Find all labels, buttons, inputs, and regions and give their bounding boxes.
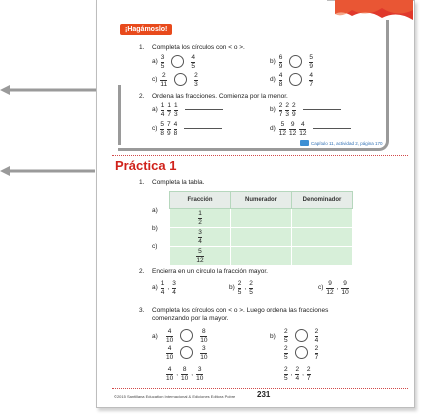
q1-item-a (152, 54, 195, 70)
fraction: $\frac{3}{10}$ (200, 345, 208, 361)
p-q3-a-row-1 (166, 328, 207, 344)
answer-circle[interactable] (180, 329, 193, 342)
numerator-cell[interactable] (231, 209, 292, 228)
fraction: $\frac{4}{8}$ (173, 121, 178, 137)
table-row (170, 228, 353, 247)
denominator-cell[interactable] (292, 228, 353, 247)
fraction: $\frac{2}{3}$ (194, 72, 198, 88)
fraction: $\frac{1}{2}$ (198, 210, 202, 226)
fraction: $\frac{4}{10}$ (166, 366, 174, 382)
q2-item-a (152, 102, 223, 118)
table-row (170, 209, 353, 228)
denominator-cell[interactable] (292, 247, 353, 266)
fraction: $\frac{2}{4}$ (295, 366, 300, 382)
fraction: $\frac{2}{11}$ (160, 72, 168, 88)
footer-divider (112, 388, 408, 389)
answer-circle[interactable] (171, 55, 184, 68)
fraction: $\frac{2}{5}$ (284, 345, 288, 361)
numerator-cell[interactable] (231, 247, 292, 266)
item-letter: c) (152, 125, 158, 133)
answer-line[interactable] (313, 128, 351, 129)
p-q2-item-b: b) $\frac{2}{5}$ , $\frac{2}{5}$ (229, 280, 253, 296)
q1-number: 1. (139, 44, 145, 51)
p-q3-b-row-2 (284, 345, 318, 361)
q2-number: 2. (139, 93, 145, 100)
answer-circle[interactable] (174, 73, 187, 86)
p-q3-text: Completa los círculos con < o >. Luego ordena las fracciones (152, 307, 329, 314)
p-q1-number: 1. (139, 179, 145, 186)
table-row (170, 247, 353, 266)
fraction: $\frac{5}{12}$ (196, 248, 204, 264)
fraction: $\frac{6}{9}$ (278, 54, 283, 70)
item-letter: d) (270, 125, 276, 133)
q1-item-c (152, 72, 198, 88)
fraction: $\frac{4}{12}$ (299, 121, 307, 137)
fraction: $\frac{3}{10}$ (196, 366, 204, 382)
fraction[interactable]: $\frac{2}{5}$ (237, 280, 242, 296)
divider (112, 155, 408, 156)
fraction: $\frac{2}{3}$ (285, 102, 290, 118)
fraction-table (169, 191, 353, 266)
fraction: $\frac{2}{5}$ (284, 328, 288, 344)
answer-circle[interactable] (289, 73, 302, 86)
item-letter: b) (270, 106, 276, 114)
hagamoslo-tag: ¡Hagámoslo! (120, 24, 172, 35)
footer-copyright: ©2015 Santillana Education Internacional & Ediciones Editora Pobre (114, 394, 236, 399)
q1-item-b (270, 54, 313, 70)
hagamoslo-frame-top (0, 85, 121, 88)
book-icon (300, 140, 309, 146)
answer-circle[interactable] (289, 55, 302, 68)
fraction: $\frac{4}{10}$ (166, 328, 174, 344)
p-q3-b-row-1 (284, 328, 318, 344)
fraction: $\frac{9}{12}$ (289, 121, 297, 137)
q1-item-d (270, 72, 313, 88)
item-letter: c) (152, 76, 158, 84)
fraction: $\frac{8}{10}$ (200, 328, 208, 344)
p-q3-number: 3. (139, 307, 145, 314)
item-letter: a) (152, 333, 158, 340)
p-q2-item-a: a) $\frac{1}{4}$ , $\frac{3}{4}$ (152, 280, 176, 296)
reference-text: Capítulo 11, actividad 2, página 170 (311, 140, 383, 146)
q2-item-d (270, 121, 351, 137)
row-letter: b) (152, 225, 158, 232)
fraction: $\frac{3}{4}$ (198, 229, 202, 245)
p-q3-a-row-2 (166, 345, 207, 361)
answer-circle[interactable] (295, 329, 308, 342)
fraction: $\frac{4}{5}$ (191, 54, 196, 70)
p-q2-text: Encierra en un círculo la fracción mayor. (152, 268, 268, 275)
p-q2-item-c: c) $\frac{9}{12}$ , $\frac{9}{10}$ (318, 280, 349, 296)
item-letter: a) (152, 58, 158, 66)
q1-text: Completa los círculos con < o >. (152, 44, 245, 51)
p-q2-number: 2. (139, 268, 145, 275)
fraction[interactable]: $\frac{1}{4}$ (160, 280, 165, 296)
fraction: $\frac{2}{7}$ (278, 102, 283, 118)
fraction: $\frac{1}{3}$ (174, 102, 178, 118)
fraction: $\frac{2}{7}$ (314, 345, 319, 361)
q2-item-c (152, 121, 222, 137)
header-banner (97, 0, 413, 20)
fraction[interactable]: $\frac{3}{4}$ (172, 280, 176, 296)
item-letter: b) (270, 333, 276, 340)
denominator-cell[interactable] (292, 209, 353, 228)
page-number: 231 (257, 390, 271, 399)
item-letter: a) (152, 106, 158, 114)
table-header: Numerador (231, 192, 292, 209)
row-letter: c) (152, 243, 158, 250)
q2-text: Ordena las fracciones. Comienza por la menor. (152, 93, 288, 100)
item-letter: a) (152, 284, 158, 292)
fraction: $\frac{4}{8}$ (278, 72, 283, 88)
fraction[interactable]: $\frac{2}{5}$ (249, 280, 253, 296)
fraction: $\frac{4}{7}$ (309, 72, 314, 88)
fraction[interactable]: $\frac{9}{12}$ (326, 280, 334, 296)
answer-circle[interactable] (295, 346, 308, 359)
q2-item-b (270, 102, 341, 118)
answer-circle[interactable] (180, 346, 193, 359)
p-q3-a-order: $\frac{4}{10}$ , $\frac{8}{10}$ , $\frac{3}{10}$ (166, 366, 204, 382)
item-letter: d) (270, 76, 276, 84)
hagamoslo-frame-left (118, 85, 121, 145)
answer-line[interactable] (185, 109, 223, 110)
fraction: $\frac{4}{10}$ (166, 345, 174, 361)
reference-row (300, 140, 382, 146)
fraction: $\frac{1}{4}$ (160, 102, 165, 118)
item-letter: b) (229, 284, 235, 292)
p-q3-text: comenzando por la mayor. (152, 315, 229, 322)
answer-line[interactable] (184, 128, 222, 129)
fraction: $\frac{5}{9}$ (309, 54, 314, 70)
numerator-cell[interactable] (231, 228, 292, 247)
table-header: Denominador (292, 192, 353, 209)
row-letter: a) (152, 207, 158, 214)
fraction: $\frac{2}{9}$ (292, 102, 296, 118)
item-letter: c) (318, 284, 324, 292)
item-letter: b) (270, 58, 276, 66)
p-q1-text: Completa la tabla. (152, 179, 205, 186)
fraction: $\frac{5}{12}$ (278, 121, 287, 137)
arrow-left-icon (0, 165, 100, 177)
fraction: $\frac{7}{9}$ (167, 121, 171, 137)
answer-line[interactable] (303, 109, 341, 110)
fraction: $\frac{2}{7}$ (306, 366, 311, 382)
fraction: $\frac{5}{8}$ (160, 121, 165, 137)
fraction: $\frac{3}{5}$ (160, 54, 165, 70)
fraction[interactable]: $\frac{9}{10}$ (341, 280, 349, 296)
fraction: $\frac{2}{5}$ (284, 366, 288, 382)
fraction: $\frac{8}{10}$ (181, 366, 189, 382)
p-q3-b-order: $\frac{2}{5}$ , $\frac{2}{4}$ , $\frac{2}{7}$ (284, 366, 311, 382)
section-title: Práctica 1 (115, 158, 177, 173)
fraction: $\frac{2}{4}$ (314, 328, 319, 344)
fraction: $\frac{1}{7}$ (167, 102, 172, 118)
table-header: Fracción (170, 192, 231, 209)
